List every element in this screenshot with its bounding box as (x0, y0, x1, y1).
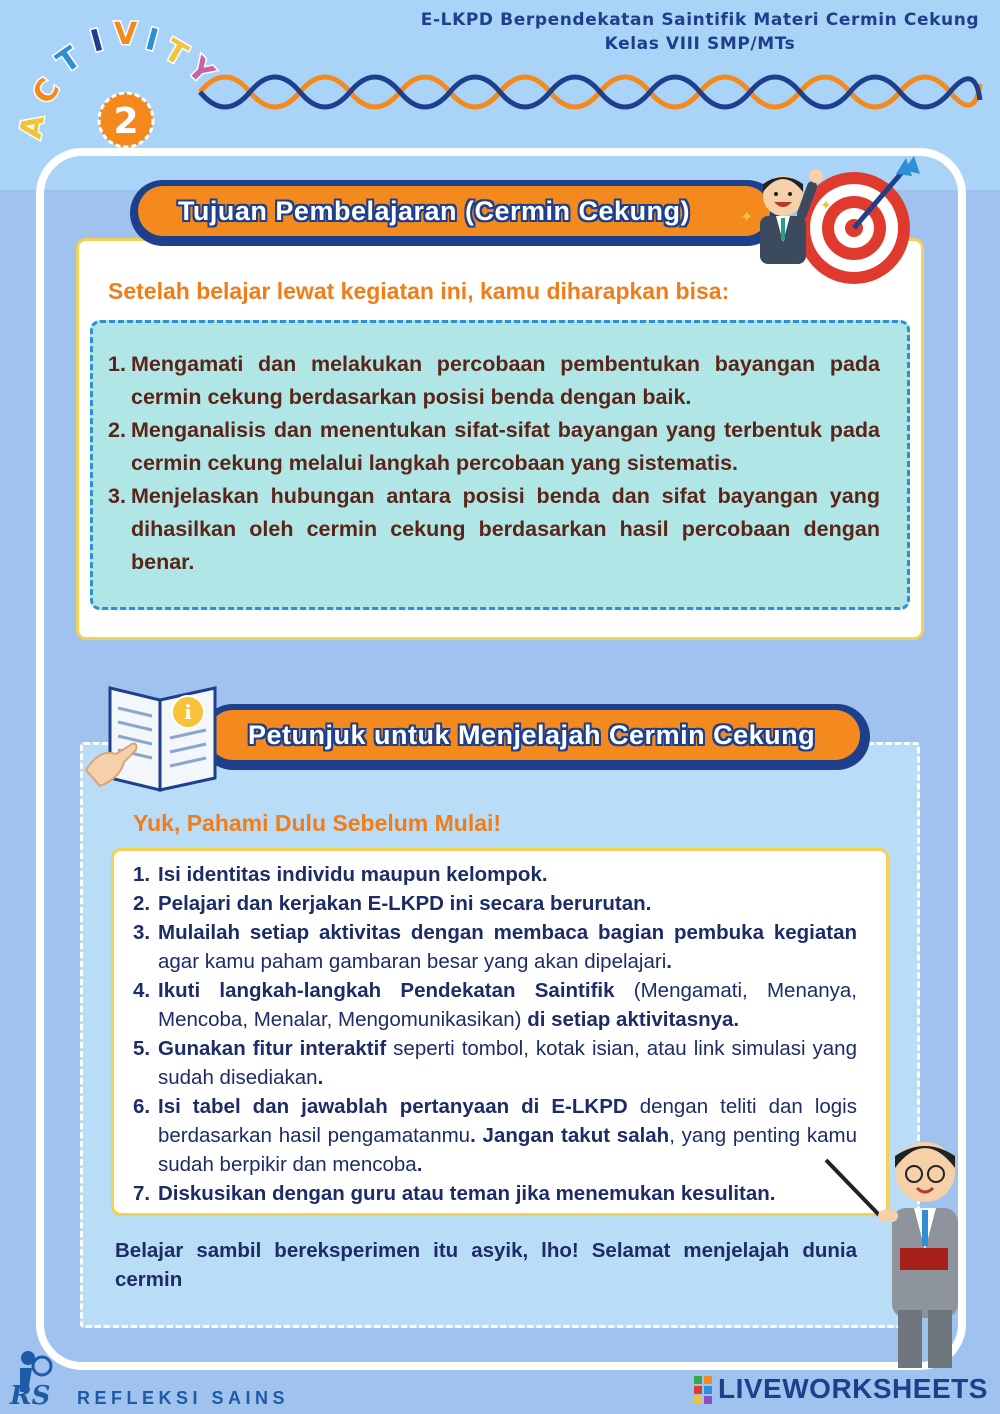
list-item: 7. Diskusikan dengan guru atau teman jika menemukan kesulitan. (133, 1182, 776, 1205)
list-item: 1. Mengamati dan melakukan percobaan pembentukan bayangan pada cermin cekung berdasarkan posisi benda dengan baik. (108, 352, 880, 409)
list-item: 4. Ikuti langkah-langkah Pendekatan Saintifik (Mengamati, Menanya, Mencoba, Menalar, Mengomunikasikan) di setiap aktivitasnya. (133, 979, 858, 1031)
header-title (420, 8, 980, 56)
teacher-illustration (820, 1110, 980, 1370)
activity-letter: I (141, 21, 162, 59)
header-line-1: E-LKPD Berpendekatan Saintifik Materi Cermin Cekung (420, 10, 980, 30)
tujuan-intro: Setelah belajar lewat kegiatan ini, kamu diharapkan bisa: (108, 278, 730, 304)
activity-letter: V (114, 17, 138, 52)
list-item: 2. Pelajari dan kerjakan E-LKPD ini secara berurutan. (133, 892, 652, 915)
tujuan-banner (130, 180, 780, 246)
open-book-info-illustration (80, 678, 240, 798)
liveworksheets-brand: LIVEWORKSHEETS (718, 1373, 988, 1404)
refleksi-sains-mark: RS (10, 1381, 51, 1411)
activity-letter: Y (180, 50, 221, 92)
petunjuk-list (133, 860, 857, 1208)
activity-letter: T (50, 40, 88, 81)
petunjuk-intro: Yuk, Pahami Dulu Sebelum Mulai! (133, 810, 502, 836)
tujuan-title: Tujuan Pembelajaran (Cermin Cekung) (138, 186, 770, 236)
decorative-wave (200, 62, 980, 122)
petunjuk-banner (200, 704, 870, 770)
svg-text:✦: ✦ (820, 198, 832, 214)
petunjuk-title: Petunjuk untuk Menjelajah Cermin Cekung (208, 710, 860, 760)
svg-text:✦: ✦ (740, 207, 754, 226)
activity-letter: A (13, 112, 52, 142)
target-businessman-illustration (736, 152, 926, 288)
list-item: 2. Menganalisis dan menentukan sifat-sifat bayangan yang terbentuk pada cermin cekung melalui langkah percobaan yang sistematis. (108, 418, 880, 475)
activity-number: 2 (113, 101, 139, 142)
activity-letter: C (25, 72, 68, 111)
refleksi-sains-brand: REFLEKSI SAINS (77, 1388, 290, 1408)
list-item: 3. Mulailah setiap aktivitas dengan membaca bagian pembuka kegiatan agar kamu paham gambaran besar yang akan dipelajari. (133, 921, 857, 973)
list-item: 1. Isi identitas individu maupun kelompok. (133, 863, 548, 886)
svg-text:i: i (184, 700, 192, 724)
closing-message: Belajar sambil bereksperimen itu asyik, lho! Selamat menjelajah dunia cermin (115, 1239, 857, 1291)
header-line-2: Kelas VIII SMP/MTs (604, 34, 796, 54)
tujuan-list (108, 348, 880, 579)
list-item: 5. Gunakan fitur interaktif seperti tombol, kotak isian, atau link simulasi yang sudah disediakan. (133, 1037, 857, 1089)
list-item: 6. Isi tabel dan jawablah pertanyaan di E-LKPD dengan teliti dan logis berdasarkan hasil pengamatanmu. Jangan takut salah, yang penting kamu sudah berpikir dan mencoba. (133, 1095, 858, 1176)
list-item: 3. Menjelaskan hubungan antara posisi benda dan sifat bayangan yang dihasilkan oleh cermin cekung berdasarkan hasil percobaan dengan benar. (108, 484, 880, 574)
activity-letter: I (87, 23, 107, 60)
activity-badge (13, 12, 228, 152)
activity-letter: T (158, 32, 194, 74)
